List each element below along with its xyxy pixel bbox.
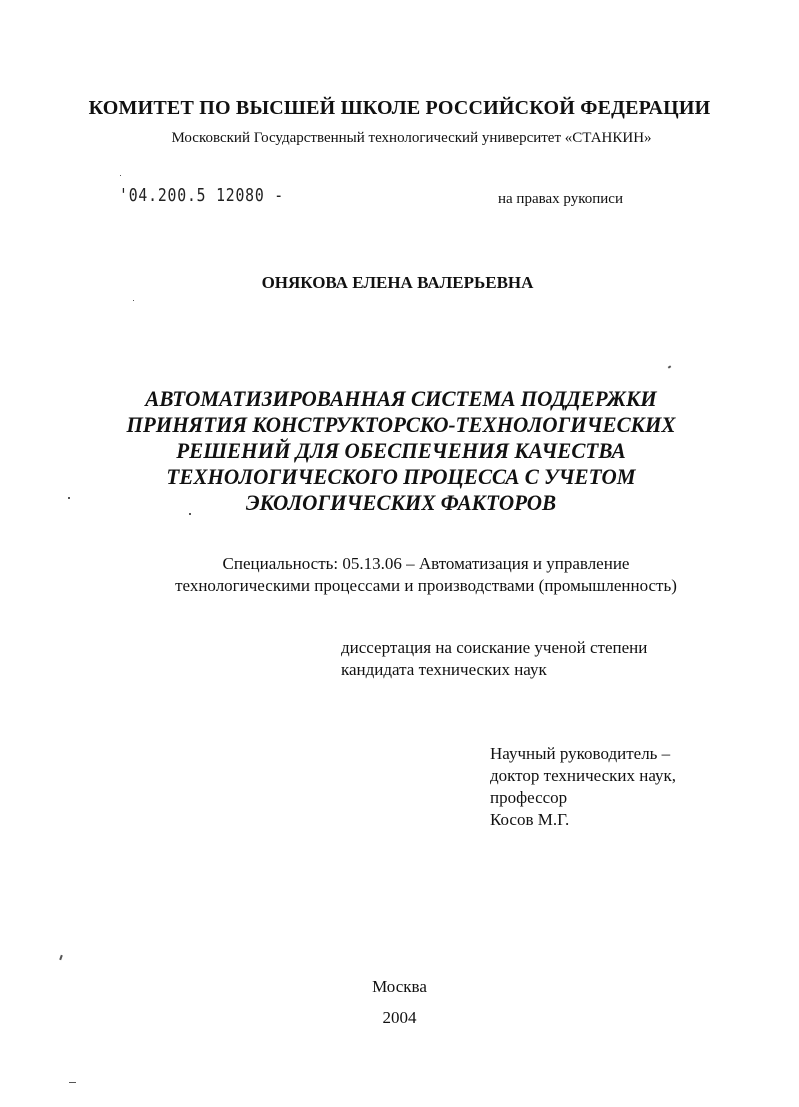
supervisor-line: Научный руководитель – [490, 744, 671, 763]
supervisor-line: доктор технических наук, [490, 766, 677, 785]
scan-speck [68, 497, 70, 499]
supervisor-line: Косов М.Г. [490, 810, 570, 829]
scan-speck [69, 1082, 76, 1083]
degree-line: кандидата технических наук [341, 660, 547, 679]
specialty-line: технологическими процессами и производствами (промышленность) [175, 576, 677, 595]
thesis-title [41, 386, 761, 516]
author-name: ОНЯКОВА ЕЛЕНА ВАЛЕРЬЕВНА [261, 273, 534, 292]
thesis-title-line: АВТОМАТИЗИРОВАННАЯ СИСТЕМА ПОДДЕРЖКИ [145, 386, 657, 411]
year: 2004 [382, 1008, 417, 1027]
scan-speck [59, 955, 63, 960]
thesis-title-line: ЭКОЛОГИЧЕСКИХ ФАКТОРОВ [245, 490, 557, 515]
university-name: Московский Государственный технологический университет «СТАНКИН» [171, 130, 652, 146]
scan-speck [133, 300, 134, 301]
specialty-block [146, 553, 706, 597]
supervisor-block [490, 743, 676, 831]
manuscript-rights-note: на правах рукописи [498, 191, 623, 207]
scan-speck [189, 513, 191, 515]
specialty-line: Специальность: 05.13.06 – Автоматизация и управление [222, 554, 630, 573]
thesis-title-line: ТЕХНОЛОГИЧЕСКОГО ПРОЦЕССА С УЧЕТОМ [166, 464, 636, 489]
degree-line: диссертация на соискание ученой степени [341, 638, 648, 657]
thesis-title-line: РЕШЕНИЙ ДЛЯ ОБЕСПЕЧЕНИЯ КАЧЕСТВА [176, 438, 626, 463]
scan-speck [120, 175, 121, 176]
supervisor-line: профессор [490, 788, 568, 807]
scan-speck [668, 365, 672, 368]
library-stamp-code: '04.200.5 12080 - [119, 185, 285, 206]
committee-heading: КОМИТЕТ ПО ВЫСШЕЙ ШКОЛЕ РОССИЙСКОЙ ФЕДЕРАЦИИ [88, 97, 711, 119]
degree-block [341, 637, 647, 681]
city: Москва [372, 977, 427, 996]
thesis-title-line: ПРИНЯТИЯ КОНСТРУКТОРСКО-ТЕХНОЛОГИЧЕСКИХ [126, 412, 676, 437]
